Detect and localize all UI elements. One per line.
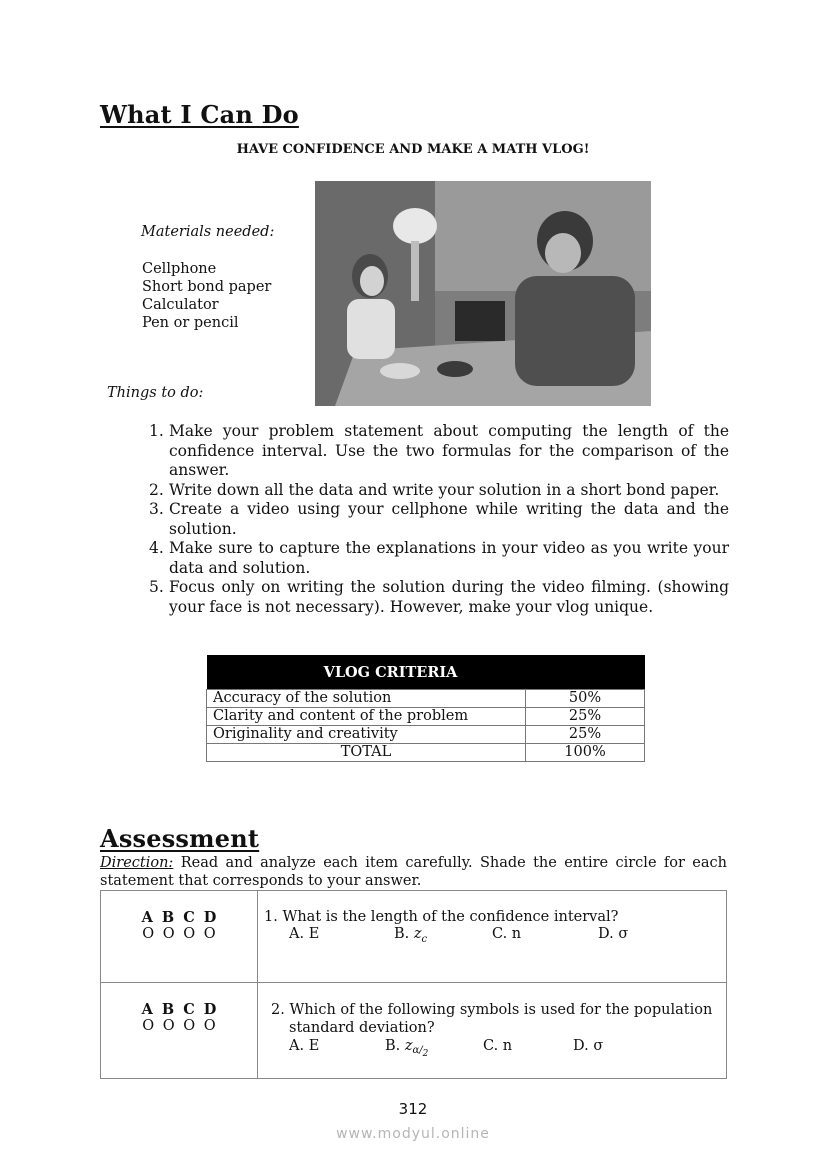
- option-d: D. σ: [598, 926, 629, 942]
- option-a: A. E: [289, 926, 320, 942]
- answer-circles[interactable]: O O O O: [142, 1018, 216, 1034]
- step-text: Focus only on writing the solution during the video filming. (showing your face is not necessary). However, make your vlog unique.: [169, 578, 729, 616]
- things-to-do-heading: Things to do:: [107, 385, 204, 401]
- criteria-row: [207, 708, 645, 726]
- step-item: [149, 578, 729, 617]
- step-item: [149, 500, 729, 539]
- page-number: 312: [398, 1100, 428, 1118]
- option-b: [385, 1038, 483, 1059]
- criteria-total-value: 100%: [526, 744, 645, 762]
- assessment-title: Assessment: [100, 824, 260, 853]
- option-d: D. σ: [573, 1038, 604, 1054]
- answer-circles[interactable]: O O O O: [142, 926, 216, 942]
- criteria-header: [207, 655, 645, 690]
- step-item: [149, 539, 729, 578]
- option-b: [394, 926, 492, 945]
- step-number: 2.: [149, 480, 164, 499]
- option-b-label: B.: [385, 1038, 405, 1054]
- direction-text: Read and analyze each item carefully. Shade the entire circle for each statement that corresponds to your answer.: [100, 855, 727, 889]
- criteria-label: Accuracy of the solution: [207, 690, 526, 708]
- answer-bubbles[interactable]: [101, 983, 258, 1079]
- option-c: C. n: [492, 926, 522, 942]
- step-text: Make your problem statement about computing the length of the confidence interval. Use the two formulas for the comparison of the answer.: [169, 422, 729, 479]
- option-c: C. n: [483, 1038, 513, 1054]
- question-cell: [258, 891, 727, 983]
- step-text: Make sure to capture the explanations in your video as you write your data and solution.: [169, 539, 729, 577]
- answer-letters: A B C D: [141, 909, 217, 926]
- criteria-total-row: [207, 744, 645, 762]
- material-item: Short bond paper: [142, 279, 272, 295]
- watermark: www.modyul.online: [336, 1126, 490, 1142]
- option-a: A. E: [289, 1038, 320, 1054]
- materials-heading: Materials needed:: [141, 224, 275, 240]
- answer-letters: A B C D: [141, 1001, 217, 1018]
- options-row: [271, 1038, 726, 1059]
- criteria-label: Clarity and content of the problem: [207, 708, 526, 726]
- material-item: Calculator: [142, 297, 219, 313]
- activity-photo: [315, 181, 651, 406]
- criteria-label: Originality and creativity: [207, 726, 526, 744]
- steps-list: [149, 422, 729, 617]
- step-number: 1.: [149, 422, 164, 440]
- question-text: 1. What is the length of the confidence interval?: [264, 909, 619, 925]
- material-item: Pen or pencil: [142, 315, 239, 331]
- criteria-row: [207, 726, 645, 744]
- option-b-label: B.: [394, 926, 414, 942]
- z-c-symbol: $z_c$: [413, 926, 428, 945]
- activity-title: HAVE CONFIDENCE AND MAKE A MATH VLOG!: [236, 142, 590, 157]
- criteria-value: 50%: [526, 690, 645, 708]
- criteria-value: 25%: [526, 726, 645, 744]
- step-number: 5.: [149, 578, 164, 596]
- direction-label: Direction:: [100, 855, 174, 871]
- z-alpha-half-symbol: $z_{\alpha/_2}$: [404, 1038, 429, 1059]
- step-number: 4.: [149, 539, 164, 557]
- options-row: [264, 926, 726, 945]
- step-number: 3.: [149, 500, 164, 518]
- photo-illustration: [315, 181, 651, 406]
- materials-list: [142, 260, 271, 332]
- criteria-header-label: VLOG CRITERIA: [323, 663, 458, 681]
- step-item: [149, 481, 729, 501]
- assessment-item: [101, 983, 727, 1079]
- assessment-direction: [100, 854, 727, 890]
- assessment-table: [100, 890, 727, 1079]
- step-item: [149, 422, 729, 481]
- step-text: Create a video using your cellphone while writing the data and the solution.: [169, 500, 729, 538]
- criteria-row: [207, 690, 645, 708]
- answer-bubbles[interactable]: [101, 891, 258, 983]
- criteria-value: 25%: [526, 708, 645, 726]
- vlog-criteria-table: [206, 655, 645, 762]
- criteria-total-label: TOTAL: [207, 744, 526, 762]
- step-text: Write down all the data and write your solution in a short bond paper.: [169, 480, 720, 499]
- section-title: What I Can Do: [100, 100, 299, 129]
- material-item: Cellphone: [142, 261, 217, 277]
- question-text: 2. Which of the following symbols is used for the population standard deviation?: [271, 1002, 713, 1036]
- question-cell: [258, 983, 727, 1079]
- assessment-item: [101, 891, 727, 983]
